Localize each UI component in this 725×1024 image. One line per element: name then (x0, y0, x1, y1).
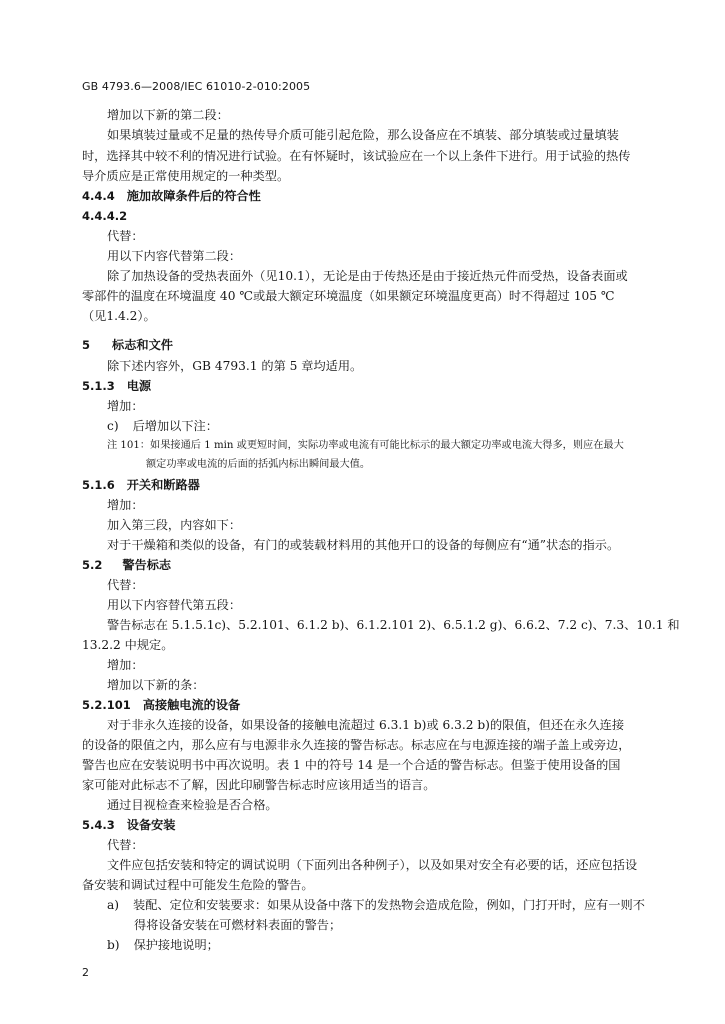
section-title: 电源 (126, 379, 152, 393)
section-title: 开关和断路器 (126, 478, 200, 492)
section-title: 标志和文件 (112, 338, 173, 352)
section-heading (82, 557, 171, 573)
paragraph-line: 加入第三段，内容如下： (107, 518, 242, 532)
section-heading (82, 477, 200, 493)
paragraph-line: 对于非永久连接的设备，如果设备的接触电流超过 6.3.1 b)或 6.3.2 b)的限值，但还在永久连接 (107, 718, 625, 732)
paragraph-line: 得将设备安装在可燃材料表面的警告； (134, 918, 342, 932)
section-heading (82, 208, 127, 224)
paragraph-line: 警告标志在 5.1.5.1c)、5.2.101、6.1.2 b)、6.1.2.101 2)、6.5.1.2 g)、6.6.2、7.2 c)、7.3、10.1 和 (107, 618, 680, 632)
paragraph-line: （见1.4.2）。 (82, 309, 156, 323)
section-title: 施加故障条件后的符合性 (126, 189, 261, 203)
list-marker: a) (107, 898, 120, 912)
section-heading (82, 337, 173, 353)
section-number: 4.4.4.2 (82, 209, 128, 223)
paragraph-line: 如果填装过量或不足量的热传导介质可能引起危险，那么设备应在不填装、部分填装或过量填装 (107, 128, 619, 142)
list-item-text: 保护接地说明； (133, 938, 219, 952)
list-item-text: 后增加以下注： (132, 419, 218, 433)
section-number: 5 (82, 338, 91, 352)
note-line: 额定功率或电流的后面的括弧内标出瞬间最大值。 (146, 459, 371, 470)
paragraph-line: 13.2.2 中规定。 (82, 638, 174, 652)
paragraph-line: 用以下内容代替第二段： (107, 249, 242, 263)
paragraph-line: 代替： (107, 838, 144, 852)
paragraph-line: 代替： (107, 578, 144, 592)
section-title: 高接触电流的设备 (142, 698, 241, 712)
paragraph-line: 用以下内容替代第五段： (107, 598, 242, 612)
paragraph-line: 增加： (107, 658, 144, 672)
paragraph-line: 零部件的温度在环境温度 40 ℃或最大额定环境温度（如果额定环境温度更高）时不得超过 105 ℃ (82, 289, 615, 303)
list-item-text: 装配、定位和安装要求：如果从设备中落下的发热物会造成危险，例如，门打开时，应有一则不 (133, 898, 645, 912)
paragraph-line: 时，选择其中较不利的情况进行试验。在有怀疑时，该试验应在一个以上条件下进行。用于试验的热传 (82, 149, 631, 163)
section-heading (82, 817, 176, 833)
list-marker: b) (107, 938, 120, 952)
paragraph-line: 增加以下新的条： (107, 678, 205, 692)
list-marker: c) (107, 419, 119, 433)
section-number: 5.1.6 (82, 478, 115, 492)
paragraph-line: 增加以下新的第二段： (107, 108, 229, 122)
paragraph-line: 增加： (107, 498, 144, 512)
list-item (107, 897, 645, 913)
paragraph-line: 代替： (107, 229, 144, 243)
page-number: 2 (82, 966, 89, 979)
note-line: 注 101：如果接通后 1 min 或更短时间，实际功率或电流有可能比标示的最大额定功率或电流大得多，则应在最大 (107, 440, 624, 451)
section-number: 5.1.3 (82, 379, 115, 393)
section-number: 5.2 (82, 558, 103, 572)
section-title: 设备安装 (126, 818, 176, 832)
section-heading (82, 378, 151, 394)
section-number: 5.2.101 (82, 698, 131, 712)
paragraph-line: 通过目视检查来检验是否合格。 (107, 798, 278, 812)
list-item (107, 937, 219, 953)
paragraph-line: 导介质应是正常使用规定的一种类型。 (82, 169, 290, 183)
paragraph-line: 对于干燥箱和类似的设备，有门的或装载材料用的其他开口的设备的每侧应有“通”状态的指示。 (107, 538, 620, 552)
paragraph-line: 除了加热设备的受热表面外（见10.1），无论是由于传热还是由于接近热元件而受热，设备表面或 (107, 269, 628, 283)
list-item (107, 418, 218, 434)
section-number: 5.4.3 (82, 818, 115, 832)
section-heading (82, 188, 261, 204)
paragraph-line: 备安装和调试过程中可能发生危险的警告。 (82, 878, 314, 892)
section-title: 警告标志 (122, 558, 172, 572)
section-number: 4.4.4 (82, 189, 115, 203)
page-header: GB 4793.6—2008/IEC 61010-2-010:2005 (82, 80, 311, 93)
paragraph-line: 增加： (107, 399, 144, 413)
paragraph-line: 家可能对此标志不了解，因此印刷警告标志时应该用适当的语言。 (82, 778, 436, 792)
paragraph-line: 警告也应在安装说明书中再次说明。表 1 中的符号 14 是一个合适的警告标志。但鉴于使用设备的国 (82, 758, 621, 772)
paragraph-line: 的设备的限值之内，那么应有与电源非永久连接的警告标志。标志应在与电源连接的端子盖上或旁边， (82, 738, 631, 752)
paragraph-line: 除下述内容外，GB 4793.1 的第 5 章均适用。 (107, 359, 363, 373)
section-heading (82, 697, 240, 713)
paragraph-line: 文件应包括安装和特定的调试说明（下面列出各种例子），以及如果对安全有必要的话，还应包括设 (107, 858, 638, 872)
